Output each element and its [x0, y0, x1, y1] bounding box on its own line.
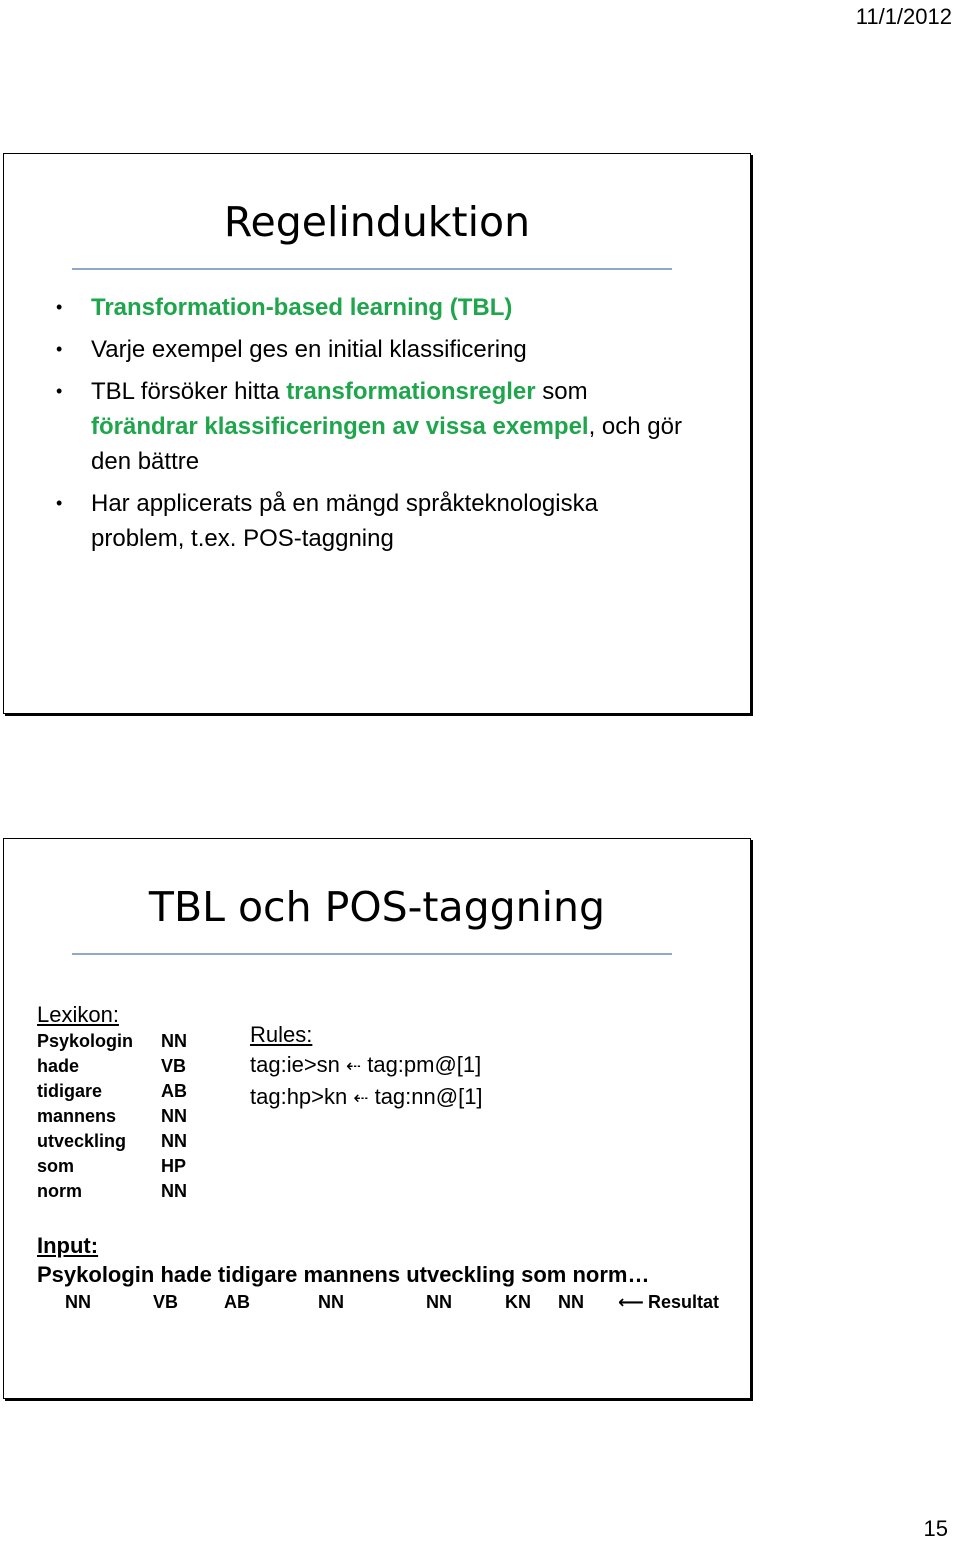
- slide-regelinduktion: [3, 153, 751, 714]
- bullet-text: TBL försöker hitta: [91, 378, 287, 405]
- bullet-text: Transformation-based learning (TBL): [91, 294, 513, 321]
- lexicon-tag: NN: [161, 1131, 187, 1151]
- input-sentence: Psykologin hade tidigare mannens utveckling som norm…: [37, 1262, 650, 1287]
- result-tag: NN: [65, 1292, 91, 1312]
- bullet-item: [56, 486, 696, 556]
- bullet-text: , och gör den bättre: [91, 413, 682, 475]
- lexicon-table: [37, 1031, 187, 1206]
- left-arrow-icon: ⇠: [346, 1056, 362, 1077]
- result-label: Resultat: [648, 1292, 720, 1312]
- bullet-item: [56, 374, 696, 479]
- lexicon-row: [37, 1131, 187, 1156]
- lexicon-tag: HP: [161, 1156, 187, 1176]
- bullet-text: som: [535, 378, 588, 405]
- lexicon-row: [37, 1081, 187, 1106]
- rule-rhs: tag:pm@[1]: [361, 1052, 482, 1077]
- bullet-text: Varje exempel ges en initial klassificering: [91, 336, 527, 363]
- header-date: 11/1/2012: [855, 4, 952, 29]
- bullet-item: [56, 290, 696, 325]
- slide-title: TBL och POS-taggning: [148, 883, 606, 931]
- lexicon-word: tidigare: [37, 1081, 103, 1101]
- bullet-list: [56, 290, 696, 563]
- rule-lhs: tag:hp>kn: [250, 1084, 354, 1109]
- result-tag: NN: [426, 1292, 452, 1312]
- rules-heading: Rules:: [250, 1022, 313, 1047]
- lexicon-row: [37, 1181, 187, 1206]
- rules-list: [250, 1050, 483, 1114]
- rule-lhs: tag:ie>sn: [250, 1052, 347, 1077]
- rule-rhs: tag:nn@[1]: [368, 1084, 483, 1109]
- lexicon-row: [37, 1106, 187, 1131]
- result-tag-row: [4, 1292, 750, 1316]
- lexicon-row: [37, 1156, 187, 1181]
- left-arrow-icon: ⟵: [618, 1292, 644, 1313]
- bullet-text: Har applicerats på en mängd språkteknologiska problem, t.ex. POS-taggning: [91, 490, 598, 552]
- lexicon-word: som: [37, 1156, 75, 1176]
- rule-line: [250, 1050, 483, 1082]
- lexicon-tag: NN: [161, 1106, 187, 1126]
- lexicon-word: norm: [37, 1181, 82, 1201]
- lexicon-tag: NN: [161, 1031, 187, 1051]
- lexicon-word: hade: [37, 1056, 80, 1076]
- lexicon-word: Psykologin: [37, 1031, 134, 1051]
- lexicon-word: utveckling: [37, 1131, 127, 1151]
- lexicon-row: [37, 1031, 187, 1056]
- bullet-dot: •: [56, 493, 63, 513]
- bullet-item: [56, 332, 696, 367]
- result-tag: NN: [558, 1292, 584, 1312]
- bullet-dot: •: [56, 339, 63, 359]
- input-heading: Input:: [37, 1233, 99, 1258]
- bullet-dot: •: [56, 297, 63, 317]
- lexicon-row: [37, 1056, 187, 1081]
- lexicon-heading: Lexikon:: [37, 1002, 119, 1027]
- slide-title: Regelinduktion: [223, 198, 531, 246]
- bullet-dot: •: [56, 381, 63, 401]
- result-tag: NN: [318, 1292, 344, 1312]
- lexicon-tag: VB: [161, 1056, 187, 1076]
- bullet-text: transformationsregler: [286, 378, 536, 405]
- left-arrow-icon: ⇠: [353, 1088, 369, 1109]
- lexicon-tag: AB: [161, 1081, 187, 1101]
- result-tag: VB: [153, 1292, 179, 1312]
- lexicon-tag: NN: [161, 1181, 187, 1201]
- rule-line: [250, 1082, 483, 1114]
- lexicon-word: mannens: [37, 1106, 117, 1126]
- rules-block: [250, 1020, 483, 1114]
- page-number: 15: [923, 1516, 948, 1541]
- slide-tbl-pos: [3, 838, 751, 1399]
- bullet-text: förändrar klassificeringen av vissa exempel: [91, 413, 589, 440]
- title-divider: [72, 953, 672, 955]
- title-divider: [72, 268, 672, 270]
- result-tag: AB: [224, 1292, 250, 1312]
- result-tag: KN: [505, 1292, 531, 1312]
